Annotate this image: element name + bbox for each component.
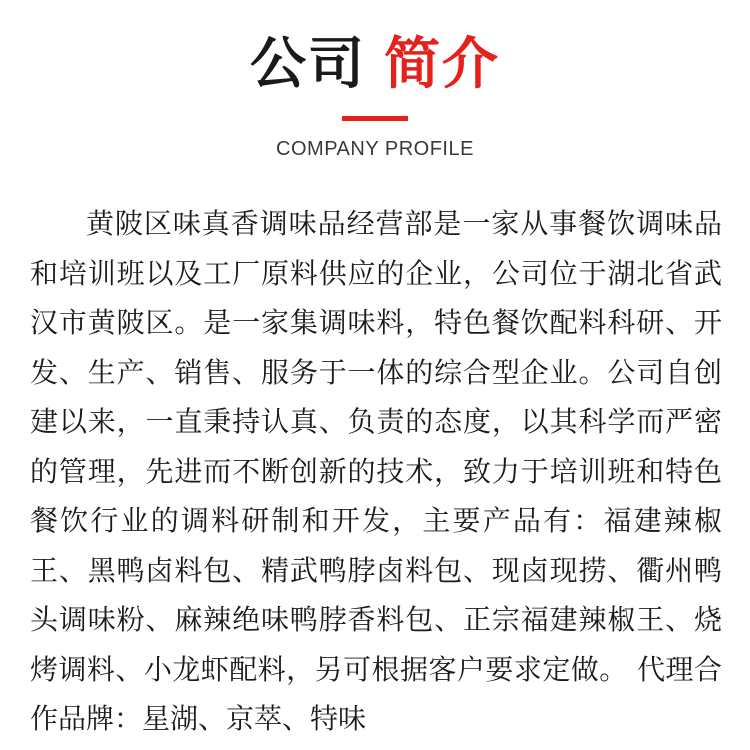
title-part-profile: 简介: [384, 32, 500, 97]
section-header: [0, 0, 750, 175]
company-description-paragraph: 黄陂区味真香调味品经营部是一家从事餐饮调味品和培训班以及工厂原料供应的企业，公司位于湖北省武汉市黄陂区。是一家集调味料，特色餐饮配料科研、开发、生产、销售、服务于一体的综合型企业。公司自创建以来，一直秉持认真、负责的态度，以其科学而严密的管理，先进而不断创新的技术，致力于培训班和特色餐饮行业的调料研制和开发，主要产品有：福建辣椒王、黑鸭卤料包、精武鸭脖卤料包、现卤现捞、衢州鸭头调味粉、麻辣绝味鸭脖香料包、正宗福建辣椒王、烧烤调料、小龙虾配料，另可根据客户要求定做。 代理合作品牌：星湖、京萃、特味: [30, 207, 722, 735]
page-subtitle: COMPANY PROFILE: [276, 138, 474, 160]
title-underline-accent: [342, 116, 408, 121]
page-title: [0, 30, 750, 100]
title-part-company: 公司: [250, 32, 366, 97]
